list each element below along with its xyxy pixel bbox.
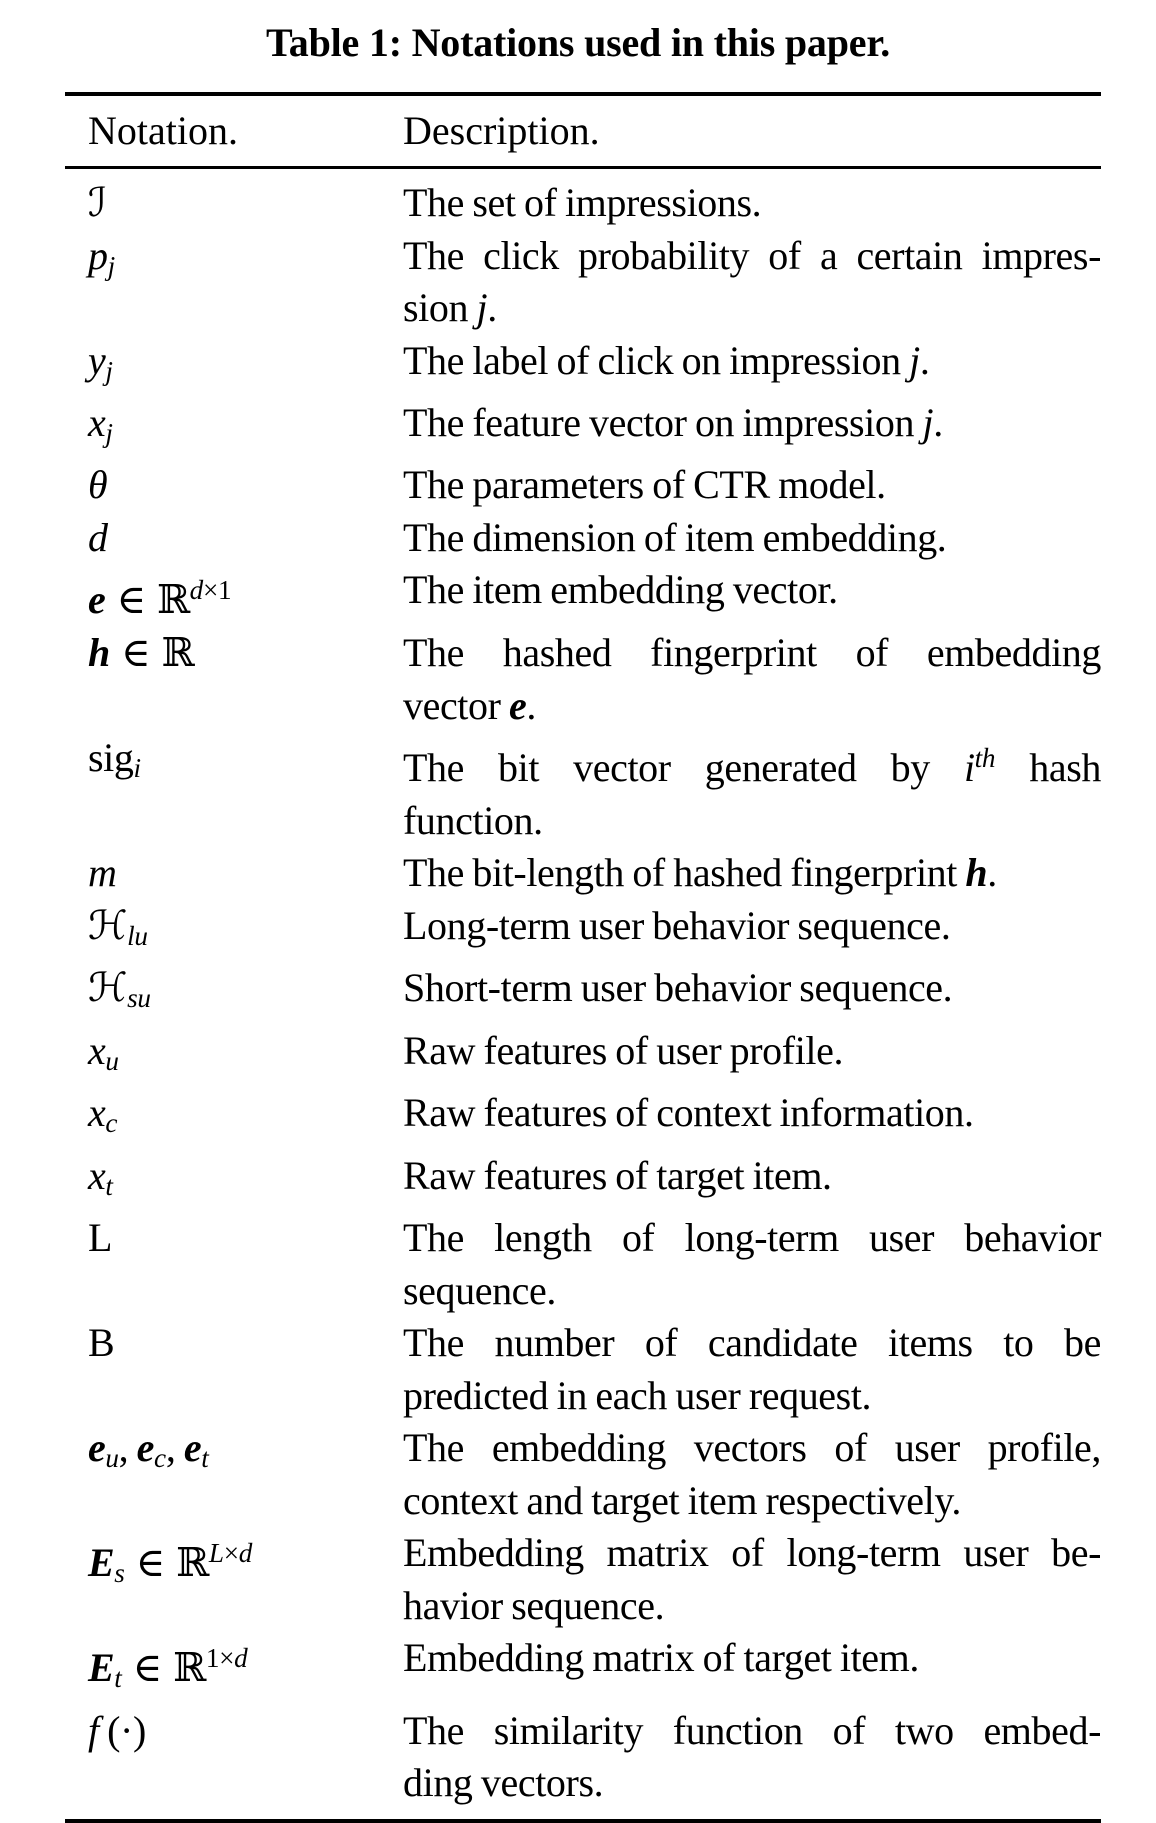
- table-row: [65, 962, 1101, 1024]
- notation-cell: [88, 335, 403, 397]
- description-cell: [403, 1087, 1101, 1149]
- notation-cell: [88, 1212, 403, 1317]
- description-cell: [403, 962, 1101, 1024]
- text-line: Short-term user behavior sequence.: [403, 965, 953, 1011]
- notation-cell: [88, 1150, 403, 1212]
- table-row: [65, 512, 1101, 565]
- text-line: The parameters of CTR model.: [403, 462, 886, 508]
- header-notation: Notation.: [88, 108, 238, 153]
- text-line: ℋ$_{lu}$: [88, 902, 148, 951]
- description-cell: [403, 1422, 1101, 1527]
- text-line: context and target item respectively.: [403, 1477, 961, 1523]
- description-cell: [403, 564, 1101, 627]
- notation-cell: [88, 1087, 403, 1149]
- text-line: $E_s$ ∈ ℝ$^{L\times d}$: [88, 1538, 253, 1589]
- text-line: havior sequence.: [403, 1582, 665, 1628]
- notation-cell: [88, 732, 403, 847]
- description-cell: [403, 459, 1101, 512]
- text-line: function.: [403, 797, 543, 843]
- description-cell: [403, 900, 1101, 962]
- text-line: The label of click on impression j.: [403, 337, 930, 383]
- description-cell: [403, 1317, 1101, 1422]
- text-line: $y_j$: [88, 337, 113, 386]
- text-line: The length of long-term user behavior: [403, 1215, 1101, 1261]
- text-line: L: [88, 1215, 113, 1261]
- text-line: Raw features of user profile.: [403, 1027, 844, 1073]
- text-line: $e_u$, $e_c$, $e_t$: [88, 1425, 209, 1474]
- notation-cell: [88, 564, 403, 627]
- text-line: $x_u$: [88, 1027, 119, 1076]
- table-row: [65, 1705, 1101, 1810]
- table-row: [65, 900, 1101, 962]
- text-line: θ: [88, 462, 108, 508]
- notation-cell: [88, 512, 403, 565]
- table-row: [65, 1025, 1101, 1087]
- text-line: $E_t$ ∈ ℝ$^{1\times d}$: [88, 1643, 248, 1694]
- notation-cell: [88, 847, 403, 900]
- text-line: $x_j$: [88, 399, 113, 448]
- text-line: The similarity function of two embed-: [403, 1707, 1101, 1753]
- notation-cell: [88, 177, 403, 230]
- text-line: $x_c$: [88, 1090, 118, 1139]
- table-row: [65, 627, 1101, 732]
- table-row: [65, 335, 1101, 397]
- text-line: m: [88, 850, 117, 896]
- table-row: [65, 1527, 1101, 1632]
- description-cell: [403, 335, 1101, 397]
- text-line: Raw features of target item.: [403, 1152, 832, 1198]
- text-line: ℋ$_{su}$: [88, 965, 151, 1014]
- notation-cell: [88, 900, 403, 962]
- description-cell: [403, 1025, 1101, 1087]
- text-line: The feature vector on impression j.: [403, 399, 943, 445]
- text-line: sequence.: [403, 1267, 556, 1313]
- notation-cell: [88, 962, 403, 1024]
- text-line: The number of candidate items to be: [403, 1320, 1101, 1366]
- notation-cell: [88, 1705, 403, 1810]
- bottom-rule: [65, 1819, 1101, 1823]
- description-cell: [403, 177, 1101, 230]
- text-line: The click probability of a certain impres-: [403, 232, 1101, 278]
- text-line: B: [88, 1320, 115, 1366]
- description-cell: [403, 847, 1101, 900]
- text-line: The dimension of item embedding.: [403, 514, 947, 560]
- text-line: $x_t$: [88, 1152, 113, 1201]
- text-line: sion j.: [403, 285, 497, 330]
- description-cell: [403, 1212, 1101, 1317]
- table-row: [65, 397, 1101, 459]
- table-row: [65, 732, 1101, 847]
- description-cell: [403, 1150, 1101, 1212]
- text-line: sig$_i$: [88, 735, 141, 784]
- text-line: f (·): [88, 1707, 146, 1753]
- text-line: The bit vector generated by $i^{th}$ hash: [403, 743, 1102, 791]
- notation-cell: [88, 627, 403, 732]
- description-cell: [403, 732, 1101, 847]
- text-line: Embedding matrix of long-term user be-: [403, 1530, 1101, 1576]
- notation-cell: [88, 1422, 403, 1527]
- description-cell: [403, 397, 1101, 459]
- notation-cell: [88, 397, 403, 459]
- text-line: predicted in each user request.: [403, 1372, 872, 1418]
- table-row: [65, 1632, 1101, 1705]
- notation-table: [65, 92, 1101, 1823]
- table-row: [65, 1317, 1101, 1422]
- notation-cell: [88, 1527, 403, 1632]
- notation-cell: [88, 459, 403, 512]
- text-line: The set of impressions.: [403, 180, 762, 225]
- table-row: [65, 564, 1101, 627]
- table-row: [65, 847, 1101, 900]
- table-caption: Table 1: Notations used in this paper.: [265, 20, 891, 65]
- notation-cell: [88, 230, 403, 335]
- text-line: Raw features of context information.: [403, 1090, 974, 1136]
- notation-cell: [88, 1632, 403, 1705]
- description-cell: [403, 512, 1101, 565]
- table-row: [65, 1212, 1101, 1317]
- text-line: Embedding matrix of target item.: [403, 1635, 919, 1681]
- text-line: h ∈ ℝ: [88, 630, 195, 677]
- text-line: ding vectors.: [403, 1760, 604, 1806]
- text-line: $p_j$: [88, 232, 115, 281]
- text-line: The bit-length of hashed fingerprint h.: [403, 850, 997, 896]
- header-description: Description.: [403, 108, 600, 153]
- text-line: d: [88, 514, 108, 560]
- table-row: [65, 230, 1101, 335]
- description-cell: [403, 1632, 1101, 1705]
- description-cell: [403, 1527, 1101, 1632]
- text-line: e ∈ ℝ$^{d\times 1}$: [88, 575, 232, 624]
- text-line: vector e.: [403, 682, 536, 728]
- description-cell: [403, 627, 1101, 732]
- table-row: [65, 1422, 1101, 1527]
- description-cell: [403, 1705, 1101, 1810]
- text-line: The item embedding vector.: [403, 567, 838, 613]
- notation-cell: [88, 1317, 403, 1422]
- table-row: [65, 1087, 1101, 1149]
- text-line: Long-term user behavior sequence.: [403, 902, 951, 948]
- table-row: [65, 177, 1101, 230]
- text-line: ℐ: [88, 180, 107, 226]
- notation-cell: [88, 1025, 403, 1087]
- table-row: [65, 1150, 1101, 1212]
- table-row: [65, 459, 1101, 512]
- text-line: The embedding vectors of user profile,: [403, 1425, 1101, 1471]
- header-row: [65, 96, 1101, 166]
- description-cell: [403, 230, 1101, 335]
- table-body: [65, 169, 1101, 1819]
- text-line: The hashed fingerprint of embedding: [403, 630, 1101, 676]
